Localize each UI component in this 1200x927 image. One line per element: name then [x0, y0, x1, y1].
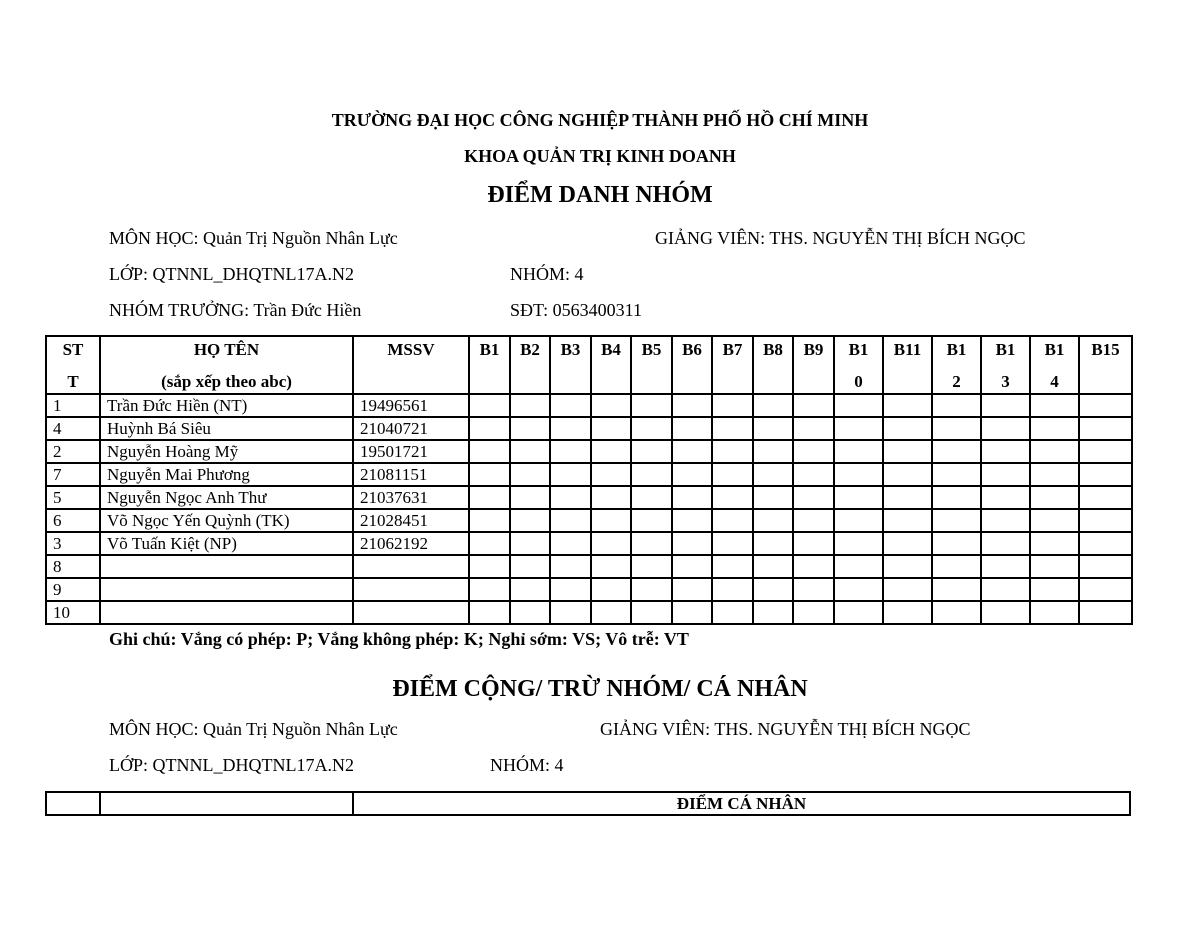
- points-header-cell: [100, 792, 353, 815]
- stt-cell: 10: [46, 601, 100, 624]
- attendance-cell-b5: [631, 601, 672, 624]
- attendance-cell-b6: [672, 555, 712, 578]
- attendance-cell-b13: [981, 532, 1030, 555]
- attendance-cell-b15: [1079, 601, 1132, 624]
- attendance-cell-b13: [981, 578, 1030, 601]
- points-group-label: NHÓM: 4: [490, 755, 564, 775]
- header-b12: B1 2: [932, 336, 981, 394]
- attendance-cell-b13: [981, 463, 1030, 486]
- header-b3: B3: [550, 336, 591, 394]
- attendance-cell-b11: [883, 555, 932, 578]
- attendance-cell-b11: [883, 578, 932, 601]
- name-cell: Võ Tuấn Kiệt (NP): [100, 532, 353, 555]
- attendance-cell-b11: [883, 532, 932, 555]
- attendance-cell-b1: [469, 532, 510, 555]
- attendance-cell-b1: [469, 440, 510, 463]
- attendance-cell-b7: [712, 555, 753, 578]
- attendance-cell-b3: [550, 463, 591, 486]
- attendance-cell-b9: [793, 578, 834, 601]
- stt-cell: 6: [46, 509, 100, 532]
- attendance-cell-b1: [469, 417, 510, 440]
- attendance-cell-b15: [1079, 509, 1132, 532]
- attendance-cell-b1: [469, 601, 510, 624]
- attendance-cell-b14: [1030, 486, 1079, 509]
- attendance-cell-b14: [1030, 555, 1079, 578]
- header-b10: B1 0: [834, 336, 883, 394]
- attendance-cell-b12: [932, 578, 981, 601]
- group-label: NHÓM: 4: [510, 264, 584, 284]
- attendance-cell-b6: [672, 440, 712, 463]
- attendance-cell-b2: [510, 532, 550, 555]
- attendance-cell-b4: [591, 578, 631, 601]
- attendance-cell-b9: [793, 463, 834, 486]
- attendance-cell-b7: [712, 440, 753, 463]
- attendance-cell-b14: [1030, 509, 1079, 532]
- attendance-cell-b15: [1079, 578, 1132, 601]
- attendance-cell-b5: [631, 417, 672, 440]
- attendance-cell-b10: [834, 463, 883, 486]
- attendance-cell-b7: [712, 601, 753, 624]
- stt-cell: 8: [46, 555, 100, 578]
- points-subject-label: MÔN HỌC: Quản Trị Nguồn Nhân Lực: [109, 719, 398, 739]
- points-title: ĐIỂM CỘNG/ TRỪ NHÓM/ CÁ NHÂN: [392, 676, 808, 702]
- attendance-cell-b1: [469, 555, 510, 578]
- attendance-cell-b12: [932, 417, 981, 440]
- stt-cell: 5: [46, 486, 100, 509]
- lecturer-label: GIẢNG VIÊN: THS. NGUYỄN THỊ BÍCH NGỌC: [655, 228, 1026, 248]
- attendance-cell-b10: [834, 440, 883, 463]
- attendance-cell-b10: [834, 486, 883, 509]
- attendance-cell-b8: [753, 463, 793, 486]
- attendance-cell-b7: [712, 417, 753, 440]
- attendance-cell-b12: [932, 486, 981, 509]
- attendance-cell-b8: [753, 532, 793, 555]
- mssv-cell: 21040721: [353, 417, 469, 440]
- mssv-cell: 19496561: [353, 394, 469, 417]
- attendance-cell-b1: [469, 509, 510, 532]
- attendance-cell-b3: [550, 532, 591, 555]
- attendance-cell-b2: [510, 578, 550, 601]
- header-mssv: MSSV: [353, 336, 469, 394]
- points-header-cell: [46, 792, 100, 815]
- name-cell: [100, 555, 353, 578]
- attendance-cell-b12: [932, 601, 981, 624]
- attendance-cell-b6: [672, 463, 712, 486]
- attendance-cell-b5: [631, 486, 672, 509]
- name-cell: Nguyễn Mai Phương: [100, 463, 353, 486]
- attendance-cell-b9: [793, 555, 834, 578]
- header-b9: B9: [793, 336, 834, 394]
- table-row: [46, 601, 1132, 624]
- table-row: [46, 509, 1132, 532]
- stt-cell: 9: [46, 578, 100, 601]
- attendance-cell-b11: [883, 601, 932, 624]
- mssv-cell: [353, 601, 469, 624]
- attendance-table: [45, 335, 1133, 625]
- attendance-cell-b11: [883, 417, 932, 440]
- attendance-cell-b3: [550, 601, 591, 624]
- mssv-cell: [353, 578, 469, 601]
- header-stt: ST T: [46, 336, 100, 394]
- stt-cell: 7: [46, 463, 100, 486]
- attendance-cell-b15: [1079, 463, 1132, 486]
- attendance-cell-b5: [631, 555, 672, 578]
- header-b14: B1 4: [1030, 336, 1079, 394]
- attendance-cell-b7: [712, 532, 753, 555]
- attendance-cell-b10: [834, 417, 883, 440]
- group-leader-label: NHÓM TRƯỞNG: Trần Đức Hiền: [109, 300, 362, 320]
- attendance-cell-b6: [672, 417, 712, 440]
- name-cell: Nguyễn Ngọc Anh Thư: [100, 486, 353, 509]
- attendance-legend-note: Ghi chú: Vắng có phép: P; Vắng không phép: K; Nghỉ sớm: VS; Vô trễ: VT: [109, 629, 689, 649]
- attendance-cell-b2: [510, 486, 550, 509]
- attendance-cell-b12: [932, 463, 981, 486]
- attendance-cell-b8: [753, 486, 793, 509]
- attendance-cell-b11: [883, 440, 932, 463]
- attendance-cell-b14: [1030, 578, 1079, 601]
- attendance-cell-b11: [883, 486, 932, 509]
- attendance-cell-b6: [672, 394, 712, 417]
- attendance-cell-b2: [510, 394, 550, 417]
- attendance-cell-b8: [753, 509, 793, 532]
- attendance-cell-b10: [834, 578, 883, 601]
- mssv-cell: 21037631: [353, 486, 469, 509]
- attendance-cell-b4: [591, 417, 631, 440]
- attendance-cell-b3: [550, 394, 591, 417]
- attendance-cell-b12: [932, 394, 981, 417]
- mssv-cell: [353, 555, 469, 578]
- attendance-cell-b13: [981, 555, 1030, 578]
- attendance-cell-b3: [550, 509, 591, 532]
- attendance-cell-b3: [550, 486, 591, 509]
- name-cell: Huỳnh Bá Siêu: [100, 417, 353, 440]
- attendance-cell-b14: [1030, 440, 1079, 463]
- attendance-cell-b9: [793, 417, 834, 440]
- attendance-cell-b4: [591, 486, 631, 509]
- table-row: [46, 463, 1132, 486]
- attendance-cell-b14: [1030, 394, 1079, 417]
- attendance-cell-b9: [793, 601, 834, 624]
- attendance-cell-b7: [712, 463, 753, 486]
- header-b15: B15: [1079, 336, 1132, 394]
- attendance-cell-b2: [510, 440, 550, 463]
- attendance-cell-b6: [672, 509, 712, 532]
- subject-label: MÔN HỌC: Quản Trị Nguồn Nhân Lực: [109, 228, 398, 248]
- name-cell: Trần Đức Hiền (NT): [100, 394, 353, 417]
- attendance-cell-b13: [981, 486, 1030, 509]
- attendance-cell-b7: [712, 578, 753, 601]
- attendance-cell-b15: [1079, 532, 1132, 555]
- points-header-row: [46, 792, 1130, 815]
- attendance-title: ĐIỂM DANH NHÓM: [487, 182, 713, 208]
- attendance-cell-b2: [510, 463, 550, 486]
- stt-cell: 4: [46, 417, 100, 440]
- attendance-cell-b4: [591, 394, 631, 417]
- attendance-cell-b8: [753, 555, 793, 578]
- attendance-cell-b4: [591, 440, 631, 463]
- attendance-cell-b10: [834, 394, 883, 417]
- name-cell: Võ Ngọc Yến Quỳnh (TK): [100, 509, 353, 532]
- attendance-cell-b7: [712, 394, 753, 417]
- attendance-cell-b5: [631, 509, 672, 532]
- attendance-cell-b6: [672, 532, 712, 555]
- attendance-cell-b5: [631, 463, 672, 486]
- attendance-cell-b4: [591, 509, 631, 532]
- attendance-cell-b13: [981, 394, 1030, 417]
- attendance-cell-b15: [1079, 394, 1132, 417]
- attendance-cell-b4: [591, 601, 631, 624]
- attendance-cell-b7: [712, 486, 753, 509]
- table-row: [46, 578, 1132, 601]
- attendance-cell-b4: [591, 532, 631, 555]
- attendance-cell-b12: [932, 509, 981, 532]
- attendance-cell-b11: [883, 463, 932, 486]
- attendance-cell-b15: [1079, 555, 1132, 578]
- table-row: [46, 394, 1132, 417]
- attendance-cell-b10: [834, 601, 883, 624]
- attendance-cell-b9: [793, 394, 834, 417]
- header-b4: B4: [591, 336, 631, 394]
- attendance-cell-b6: [672, 486, 712, 509]
- mssv-cell: 19501721: [353, 440, 469, 463]
- attendance-cell-b1: [469, 394, 510, 417]
- attendance-cell-b13: [981, 509, 1030, 532]
- attendance-cell-b9: [793, 532, 834, 555]
- header-b5: B5: [631, 336, 672, 394]
- attendance-cell-b13: [981, 417, 1030, 440]
- attendance-cell-b2: [510, 601, 550, 624]
- mssv-cell: 21062192: [353, 532, 469, 555]
- attendance-cell-b8: [753, 578, 793, 601]
- table-row: [46, 486, 1132, 509]
- attendance-cell-b1: [469, 486, 510, 509]
- attendance-cell-b14: [1030, 463, 1079, 486]
- attendance-cell-b8: [753, 601, 793, 624]
- header-b8: B8: [753, 336, 793, 394]
- stt-cell: 3: [46, 532, 100, 555]
- phone-label: SĐT: 0563400311: [510, 300, 642, 320]
- table-row: [46, 555, 1132, 578]
- attendance-cell-b3: [550, 417, 591, 440]
- attendance-cell-b4: [591, 555, 631, 578]
- attendance-cell-b15: [1079, 440, 1132, 463]
- attendance-cell-b9: [793, 486, 834, 509]
- attendance-cell-b14: [1030, 601, 1079, 624]
- header-b2: B2: [510, 336, 550, 394]
- attendance-cell-b3: [550, 578, 591, 601]
- header-name: HỌ TÊN (sắp xếp theo abc): [100, 336, 353, 394]
- attendance-cell-b5: [631, 394, 672, 417]
- header-b1: B1: [469, 336, 510, 394]
- attendance-cell-b2: [510, 509, 550, 532]
- table-row: [46, 532, 1132, 555]
- class-label: LỚP: QTNNL_DHQTNL17A.N2: [109, 264, 354, 284]
- name-cell: Nguyễn Hoàng Mỹ: [100, 440, 353, 463]
- attendance-cell-b11: [883, 394, 932, 417]
- attendance-cell-b6: [672, 578, 712, 601]
- header-b7: B7: [712, 336, 753, 394]
- attendance-cell-b14: [1030, 532, 1079, 555]
- name-cell: [100, 601, 353, 624]
- stt-cell: 2: [46, 440, 100, 463]
- attendance-cell-b15: [1079, 486, 1132, 509]
- attendance-cell-b11: [883, 509, 932, 532]
- attendance-cell-b2: [510, 417, 550, 440]
- header-b11: B11: [883, 336, 932, 394]
- table-row: [46, 440, 1132, 463]
- attendance-cell-b10: [834, 509, 883, 532]
- stt-cell: 1: [46, 394, 100, 417]
- attendance-cell-b1: [469, 463, 510, 486]
- points-class-label: LỚP: QTNNL_DHQTNL17A.N2: [109, 755, 354, 775]
- attendance-cell-b3: [550, 555, 591, 578]
- attendance-cell-b8: [753, 440, 793, 463]
- attendance-cell-b14: [1030, 417, 1079, 440]
- mssv-cell: 21028451: [353, 509, 469, 532]
- attendance-cell-b10: [834, 532, 883, 555]
- attendance-cell-b12: [932, 555, 981, 578]
- attendance-cell-b5: [631, 440, 672, 463]
- faculty-name: KHOA QUẢN TRỊ KINH DOANH: [464, 146, 736, 166]
- attendance-cell-b12: [932, 440, 981, 463]
- attendance-cell-b10: [834, 555, 883, 578]
- attendance-cell-b7: [712, 509, 753, 532]
- points-table: [45, 791, 1131, 816]
- attendance-cell-b5: [631, 578, 672, 601]
- attendance-cell-b12: [932, 532, 981, 555]
- attendance-cell-b9: [793, 440, 834, 463]
- attendance-cell-b9: [793, 509, 834, 532]
- mssv-cell: 21081151: [353, 463, 469, 486]
- attendance-header-row: [46, 336, 1132, 394]
- attendance-cell-b5: [631, 532, 672, 555]
- attendance-cell-b8: [753, 417, 793, 440]
- attendance-cell-b13: [981, 601, 1030, 624]
- personal-points-header: ĐIỂM CÁ NHÂN: [353, 792, 1130, 815]
- attendance-cell-b15: [1079, 417, 1132, 440]
- attendance-cell-b2: [510, 555, 550, 578]
- header-b6: B6: [672, 336, 712, 394]
- attendance-cell-b1: [469, 578, 510, 601]
- attendance-cell-b4: [591, 463, 631, 486]
- attendance-cell-b13: [981, 440, 1030, 463]
- points-lecturer-label: GIẢNG VIÊN: THS. NGUYỄN THỊ BÍCH NGỌC: [600, 719, 971, 739]
- table-row: [46, 417, 1132, 440]
- header-b13: B1 3: [981, 336, 1030, 394]
- attendance-cell-b3: [550, 440, 591, 463]
- attendance-cell-b6: [672, 601, 712, 624]
- university-name: TRƯỜNG ĐẠI HỌC CÔNG NGHIỆP THÀNH PHỐ HỒ CHÍ MINH: [331, 110, 869, 130]
- attendance-cell-b8: [753, 394, 793, 417]
- name-cell: [100, 578, 353, 601]
